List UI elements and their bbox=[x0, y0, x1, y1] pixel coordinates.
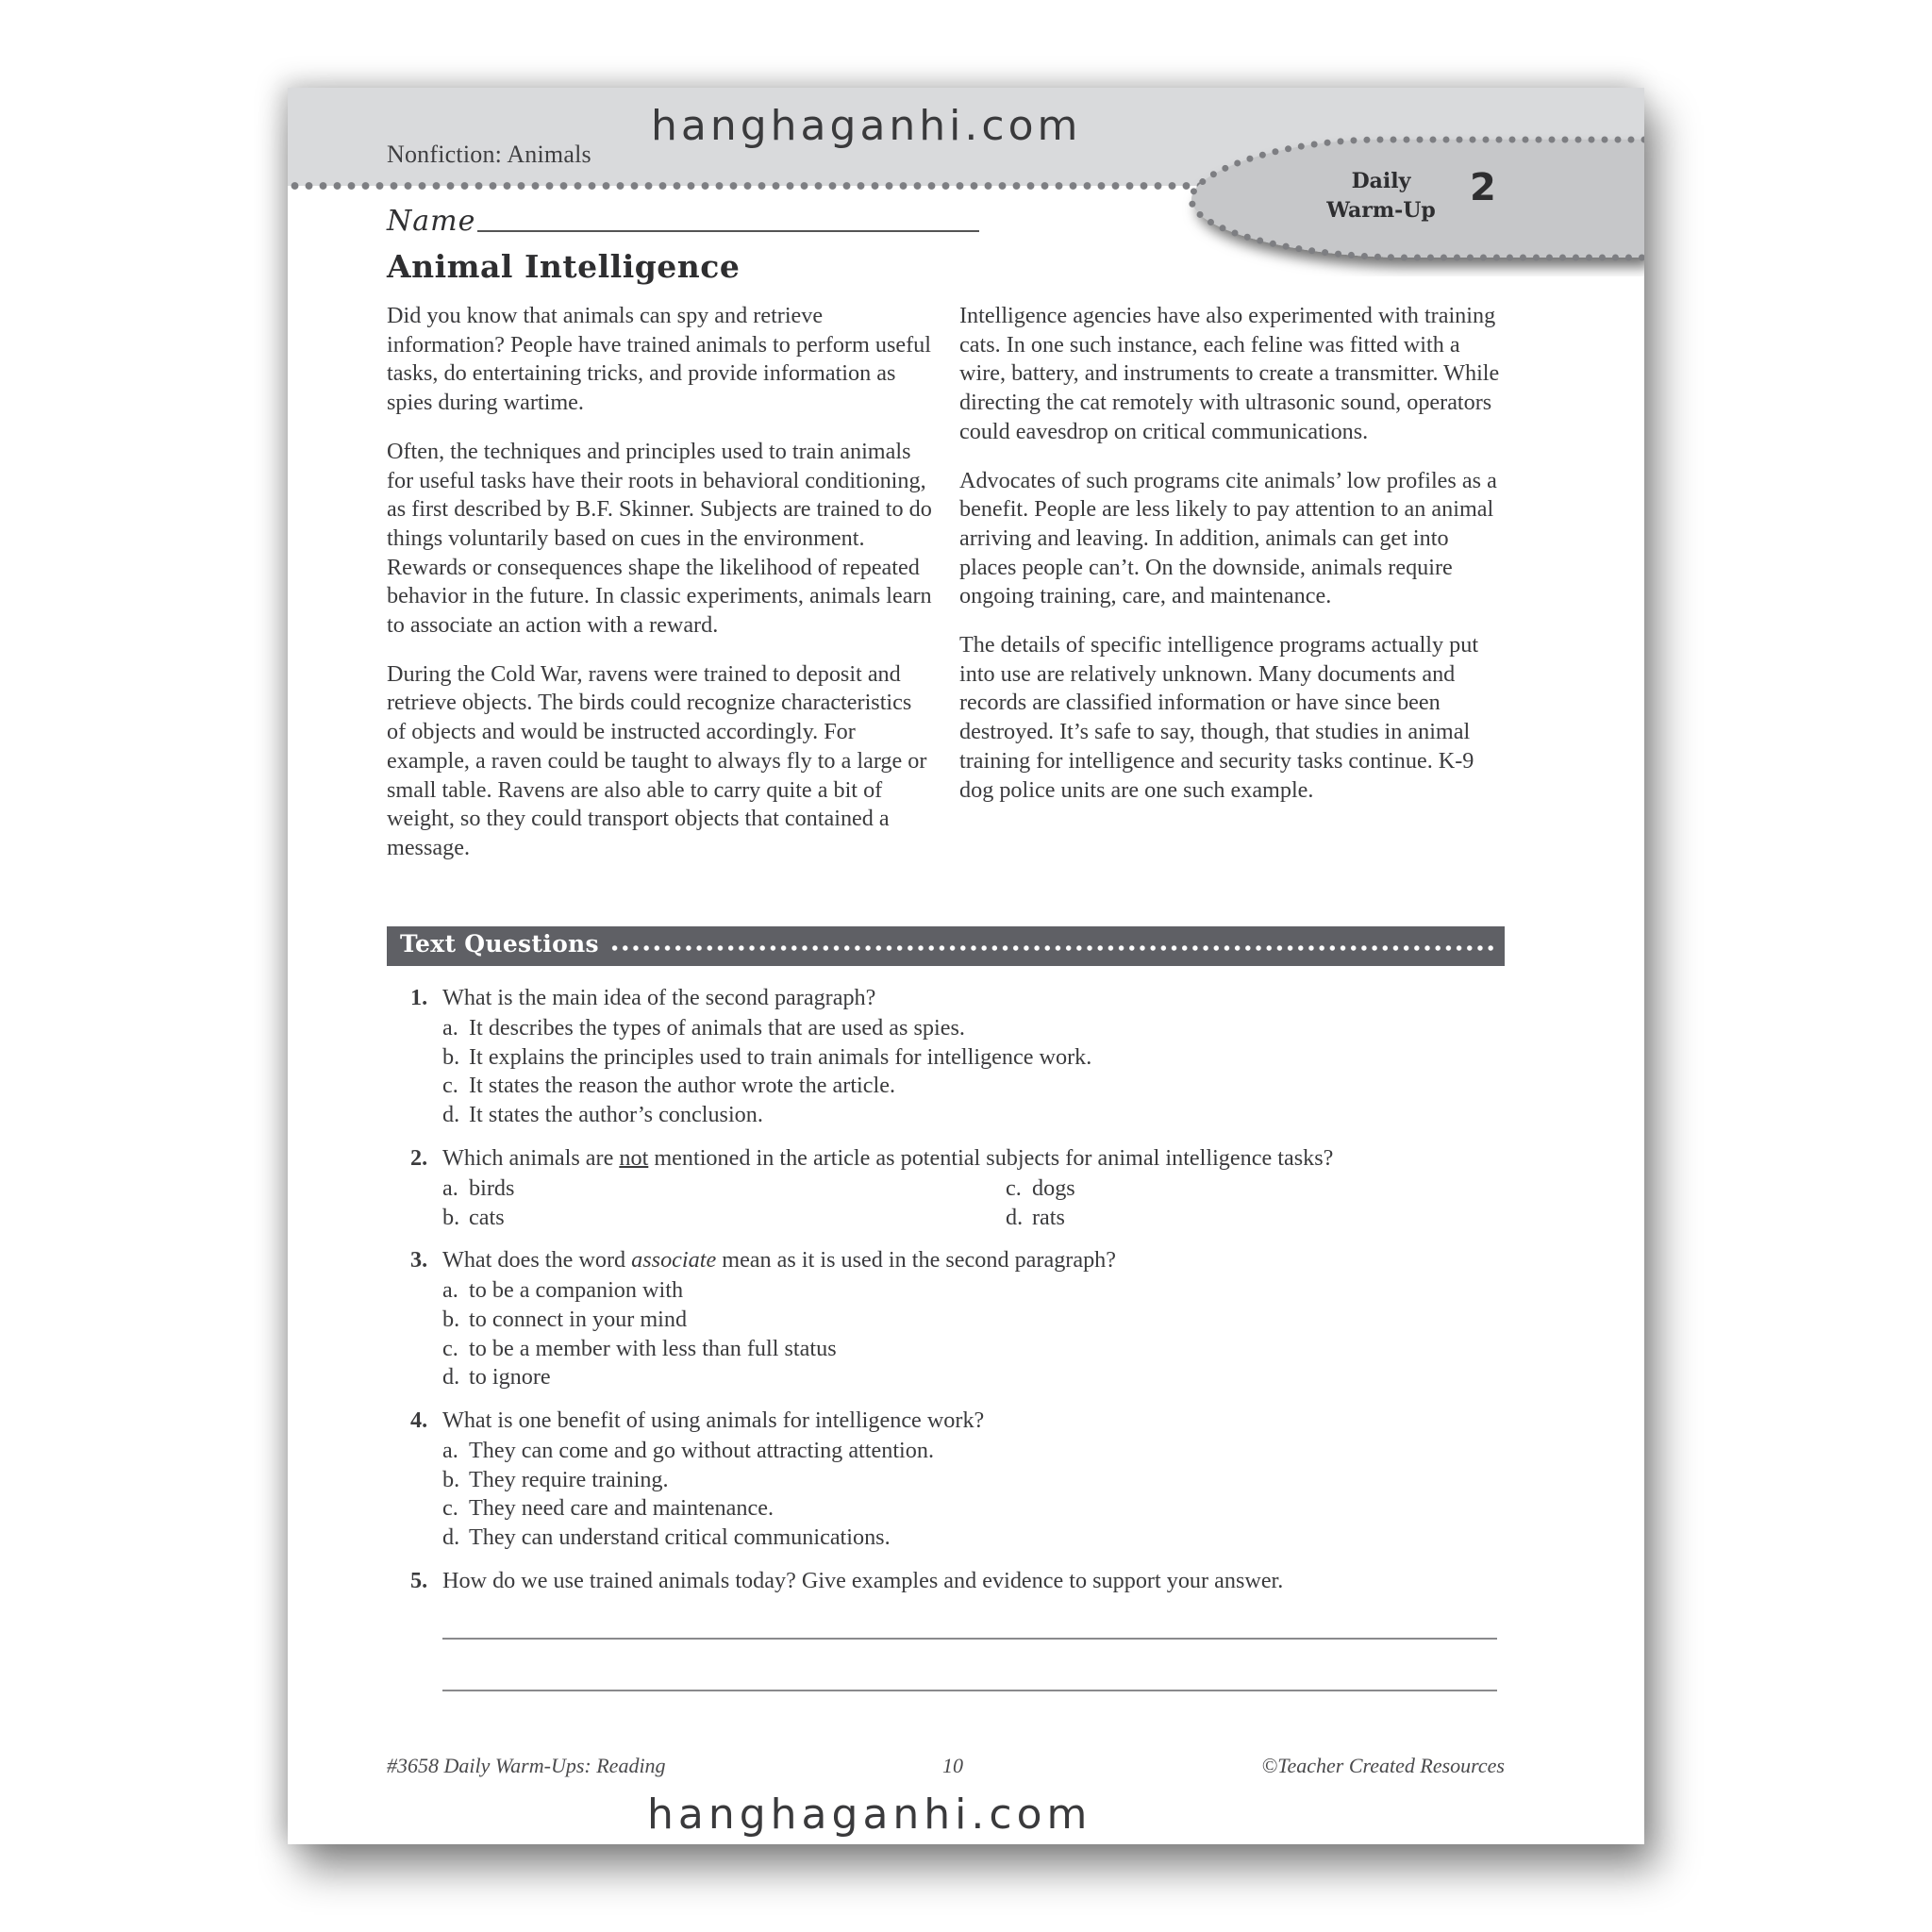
header-dotted-divider bbox=[288, 181, 1259, 191]
option-letter: c. bbox=[442, 1495, 458, 1522]
question-4 bbox=[410, 1405, 1505, 1553]
question-text: What is the main idea of the second paragraph? bbox=[442, 985, 876, 1010]
badge-label bbox=[1315, 167, 1447, 225]
option-letter: a. bbox=[442, 1174, 458, 1201]
article-column-right bbox=[959, 302, 1507, 824]
option-text: It states the author’s conclusion. bbox=[469, 1102, 763, 1128]
question-text-part: What does the word bbox=[442, 1247, 632, 1274]
option-text: to be a companion with bbox=[469, 1277, 684, 1304]
option-letter: d. bbox=[442, 1102, 460, 1128]
answer-option[interactable] bbox=[442, 1335, 1505, 1364]
answer-option[interactable] bbox=[442, 1072, 1505, 1101]
answer-option[interactable] bbox=[442, 1101, 1505, 1130]
option-text: to ignore bbox=[469, 1364, 551, 1391]
badge-label-line2: Warm-Up bbox=[1326, 198, 1436, 223]
question-text-underlined: not bbox=[619, 1144, 649, 1171]
option-letter: a. bbox=[442, 1015, 458, 1041]
option-letter: b. bbox=[442, 1306, 460, 1332]
question-number: 5. bbox=[410, 1567, 428, 1593]
answer-option[interactable] bbox=[442, 1524, 1505, 1553]
article-paragraph: Advocates of such programs cite animals’ low profiles as a benefit. People are less likely to pay attention to an animal arriving and leaving. In addition, animals can get into places people can’t. On the downside, animals require ongoing training, care, and maintenance. bbox=[959, 467, 1497, 609]
answer-option[interactable] bbox=[442, 1437, 1505, 1466]
question-5 bbox=[410, 1565, 1505, 1691]
question-text: What is one benefit of using animals for intelligence work? bbox=[442, 1407, 985, 1434]
option-text: They need care and maintenance. bbox=[469, 1495, 774, 1522]
question-number: 1. bbox=[410, 985, 428, 1010]
article-paragraph: Did you know that animals can spy and retrieve information? People have trained animals to perform useful tasks, do entertaining tricks, and provide information as spies during wartime. bbox=[387, 303, 931, 416]
page-title: Animal Intelligence bbox=[387, 248, 741, 285]
question-text-part: mean as it is used in the second paragraph? bbox=[716, 1247, 1117, 1274]
option-text: cats bbox=[469, 1204, 505, 1230]
option-letter: d. bbox=[442, 1524, 460, 1551]
answer-option[interactable] bbox=[1006, 1174, 1289, 1204]
badge-label-line1: Daily bbox=[1351, 169, 1411, 193]
option-letter: a. bbox=[442, 1438, 458, 1464]
question-number: 2. bbox=[410, 1144, 428, 1171]
question-1 bbox=[410, 982, 1505, 1130]
watermark-bottom: hanghaganhi.com bbox=[647, 1790, 1092, 1839]
footer-copyright: ©Teacher Created Resources bbox=[1261, 1754, 1505, 1777]
question-number: 4. bbox=[410, 1407, 428, 1434]
option-letter: c. bbox=[442, 1073, 458, 1099]
answer-option[interactable] bbox=[442, 1306, 1505, 1335]
question-text: How do we use trained animals today? Give examples and evidence to support your answer. bbox=[442, 1567, 1284, 1593]
option-letter: d. bbox=[1006, 1204, 1024, 1230]
article-paragraph: Intelligence agencies have also experimented with training cats. In one such instance, each feline was fitted with a wire, battery, and instruments to create a transmitter. While directing the cat remotely with ultrasonic sound, operators could eavesdrop on critical communications. bbox=[959, 303, 1500, 444]
article-paragraph: During the Cold War, ravens were trained to deposit and retrieve objects. The birds could recognize characteristics of objects and would be instructed accordingly. For example, a raven could be taught to always fly to a large or small table. Ravens are also able to carry quite a bit of weight, so they could transport objects that contained a message. bbox=[387, 660, 927, 860]
option-text: dogs bbox=[1032, 1174, 1075, 1201]
answer-option[interactable] bbox=[442, 1014, 1505, 1043]
option-letter: c. bbox=[442, 1335, 458, 1361]
badge-number: 2 bbox=[1470, 166, 1496, 209]
option-text: They can come and go without attracting attention. bbox=[469, 1438, 934, 1464]
option-letter: b. bbox=[442, 1204, 460, 1230]
option-text: It describes the types of animals that are used as spies. bbox=[469, 1015, 965, 1041]
question-number: 3. bbox=[410, 1247, 428, 1274]
name-blank-line[interactable] bbox=[477, 229, 979, 232]
question-3 bbox=[410, 1244, 1505, 1392]
option-letter: d. bbox=[442, 1364, 460, 1391]
section-label: Nonfiction: Animals bbox=[387, 141, 591, 168]
footer-page-number: 10 bbox=[942, 1754, 963, 1777]
option-text: They require training. bbox=[469, 1466, 669, 1492]
article-column-left bbox=[387, 302, 934, 883]
option-text: rats bbox=[1032, 1204, 1065, 1230]
answer-option[interactable] bbox=[442, 1174, 1006, 1204]
article-paragraph: Often, the techniques and principles used to train animals for useful tasks have their roots in behavioral conditioning, as first described by B.F. Skinner. Subjects are trained to do things voluntarily based on cues in the environment. Rewards or consequences shape the likelihood of repeated behavior in the future. In classic experiments, animals learn to associate an action with a reward. bbox=[387, 438, 932, 639]
questions-header-dots bbox=[609, 944, 1495, 952]
worksheet-page bbox=[288, 88, 1644, 1844]
question-text-italic: associate bbox=[631, 1247, 717, 1274]
question-2 bbox=[410, 1142, 1505, 1232]
answer-option[interactable] bbox=[442, 1276, 1505, 1306]
option-letter: b. bbox=[442, 1043, 460, 1070]
watermark-top: hanghaganhi.com bbox=[651, 102, 1082, 150]
option-text: birds bbox=[469, 1174, 515, 1201]
article-paragraph: The details of specific intelligence programs actually put into use are relatively unknown. Many documents and records are classified information or have since been destroyed. It’s safe to say, though, that studies in animal training for intelligence and security tasks continue. K-9 dog police units are one such example. bbox=[959, 632, 1479, 803]
footer-book-title: #3658 Daily Warm-Ups: Reading bbox=[387, 1754, 666, 1777]
option-text: It states the reason the author wrote the article. bbox=[469, 1073, 895, 1099]
questions-header-bar bbox=[387, 926, 1505, 966]
name-label: Name bbox=[387, 205, 476, 238]
answer-option[interactable] bbox=[442, 1363, 1505, 1392]
question-text-part: Which animals are bbox=[442, 1144, 620, 1171]
question-text bbox=[442, 1142, 1333, 1174]
option-text: to connect in your mind bbox=[469, 1306, 688, 1332]
option-letter: a. bbox=[442, 1277, 458, 1304]
answer-option[interactable] bbox=[442, 1466, 1505, 1495]
page-footer bbox=[387, 1753, 1505, 1781]
option-letter: b. bbox=[442, 1466, 460, 1492]
answer-option[interactable] bbox=[442, 1494, 1505, 1524]
option-text: They can understand critical communications. bbox=[469, 1524, 891, 1551]
option-text: to be a member with less than full status bbox=[469, 1335, 837, 1361]
questions-header-title: Text Questions bbox=[400, 930, 599, 958]
option-letter: c. bbox=[1006, 1174, 1022, 1201]
answer-line[interactable] bbox=[442, 1689, 1497, 1691]
option-text: It explains the principles used to train animals for intelligence work. bbox=[469, 1043, 1092, 1070]
question-text-part: mentioned in the article as potential subjects for animal intelligence tasks? bbox=[648, 1144, 1334, 1171]
answer-option[interactable] bbox=[1006, 1204, 1289, 1233]
answer-option[interactable] bbox=[442, 1043, 1505, 1073]
answer-option[interactable] bbox=[442, 1204, 1006, 1233]
name-field[interactable] bbox=[387, 205, 979, 238]
questions-list bbox=[410, 982, 1505, 1704]
question-text bbox=[442, 1244, 1116, 1276]
